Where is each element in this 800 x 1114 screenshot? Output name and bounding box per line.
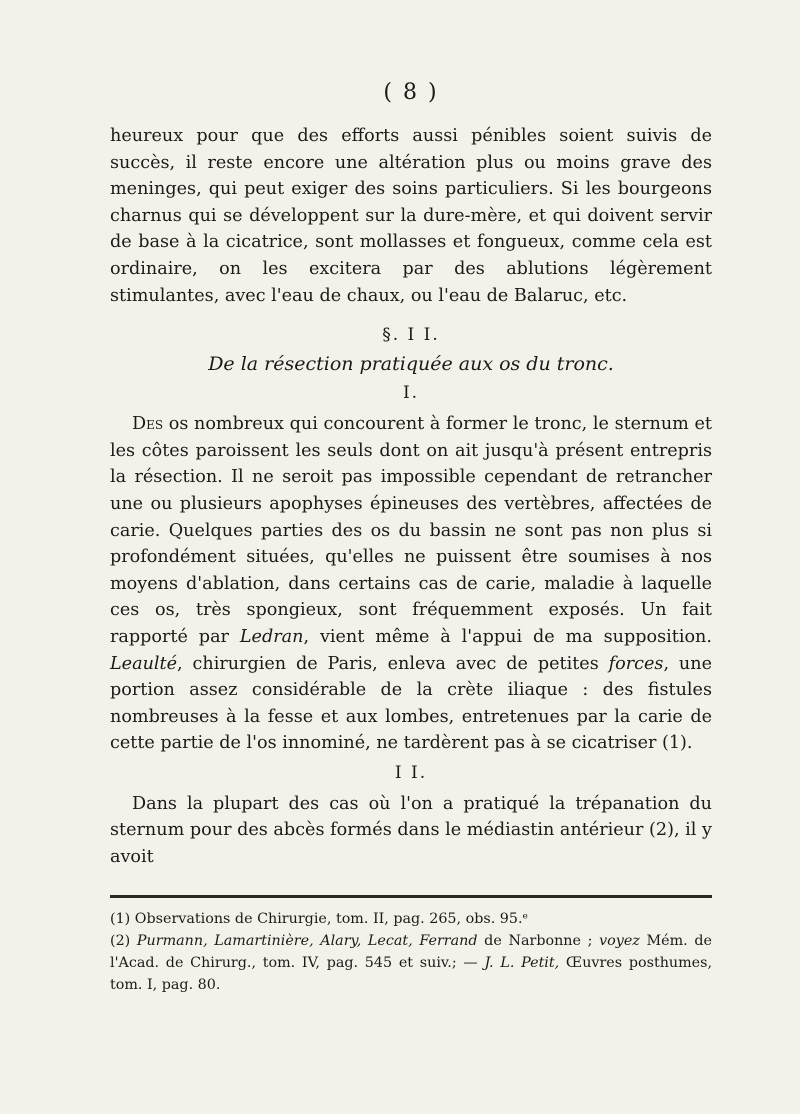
footnote-2: [110, 930, 712, 996]
dropcap-word: Des: [132, 414, 164, 435]
subsection-number-2: I I.: [394, 762, 428, 783]
footnote-2-part-d: Œuvres posthumes, tom. I, pag. 80.: [110, 954, 713, 993]
footnote-2-authors: Purmann, Lamartinière, Alary, Lecat, Ferrand: [136, 932, 478, 949]
subsection-number-1: I.: [402, 383, 420, 404]
paragraph-1-part-3: , chirurgien de Paris, enleva avec de petites: [177, 653, 609, 674]
paragraph-2: Dans la plupart des cas où l'on a pratiqué la trépanation du sternum pour des abcès formés dans le médiastin antérieur (2), il y avoit: [110, 793, 712, 868]
paragraph-1-part-2: , vient même à l'appui de ma supposition.: [303, 626, 712, 647]
name-leaulte: Leaulté: [110, 653, 178, 674]
paragraph-1-part-1: os nombreux qui concourent à former le tronc, le sternum et les côtes paroissent les seuls dont on ait jusqu'à présent entrepris la résection. Il ne seroit pas impossible cependant de retrancher une ou plusieurs apophyses épineuses des vertèbres, affectées de carie. Quelques parties des os du bassin ne sont pas non plus si profondément situées, qu'elles ne puissent être soumises à nos moyens d'ablation, dans certains cas de carie, maladie à laquelle ces os, très spongieux, sont fréquemment exposés. Un fait rapporté par: [110, 414, 712, 647]
footnote-2-part-b: de Narbonne ;: [477, 932, 600, 949]
paragraph-1-part-4: , une portion assez considérable de la crète iliaque : des fistules nombreuses à la fesse et aux lombes, entretenues par la carie de cette partie de l'os innominé, ne tardèrent pas à se cicatriser (1).: [110, 653, 712, 754]
footnote-2-jl-petit: J. L. Petit,: [484, 954, 560, 971]
footnote-1: (1) Observations de Chirurgie, tom. II, pag. 265, obs. 95.ᵉ: [110, 910, 529, 927]
page-number: ( 8 ): [383, 80, 439, 105]
name-ledran: Ledran: [239, 626, 304, 647]
section-mark: §. I I.: [382, 325, 440, 346]
term-forces: forces: [608, 653, 664, 674]
footnote-2-part-a: (2): [110, 932, 137, 949]
footnote-2-voyez: voyez: [599, 932, 640, 949]
paragraph-continuation: heureux pour que des efforts aussi pénibles soient suivis de succès, il reste encore une altération plus ou moins grave des meninges, qui peut exiger des soins particuliers. Si les bourgeons charnus qui se développent sur la dure-mère, et qui doivent servir de base à la cicatrice, sont mollasses et fongueux, comme cela est ordinaire, on les excitera par des ablutions légèrement stimulantes, avec l'eau de chaux, ou l'eau de Balaruc, etc.: [110, 126, 712, 306]
paragraph-1: [110, 411, 712, 757]
footnote-separator: [110, 895, 712, 898]
footnote-2-part-c: Mém. de l'Acad. de Chirurg., tom. IV, pag. 545 et suiv.; —: [110, 932, 712, 971]
section-title: De la résection pratiquée aux os du tronc.: [208, 353, 614, 376]
